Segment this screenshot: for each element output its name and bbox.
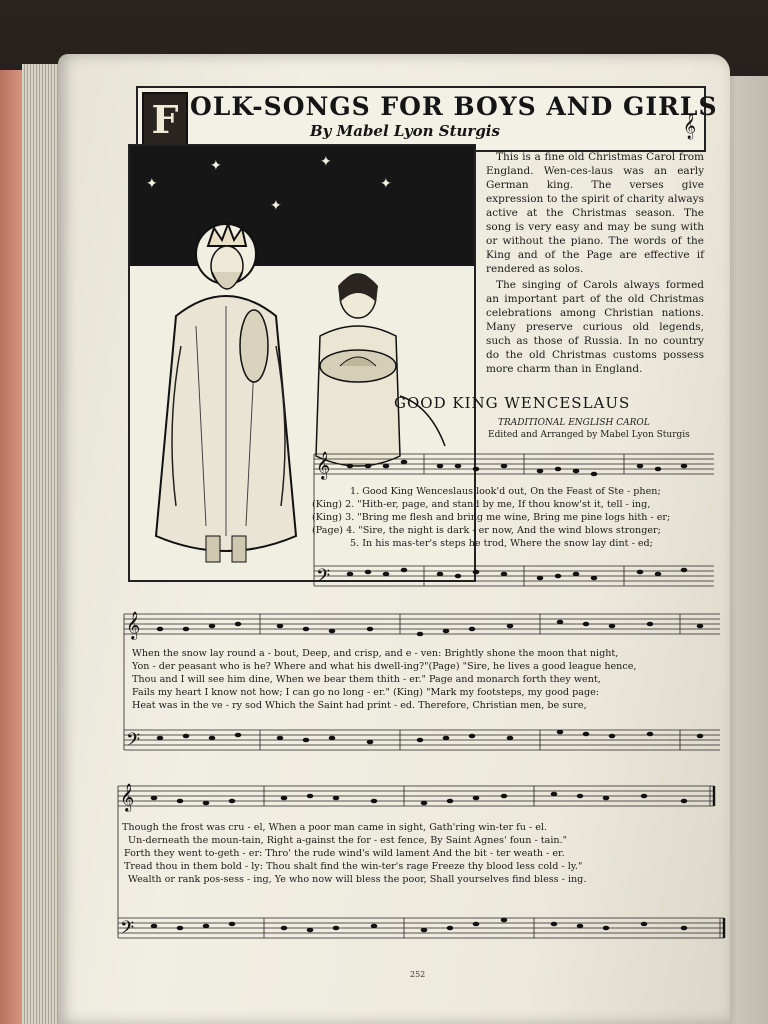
page-title: OLK-SONGS FOR BOYS AND GIRLS: [190, 92, 718, 121]
song-source: TRADITIONAL ENGLISH CAROL: [498, 418, 650, 428]
lyric-line: Forth they went to-geth - er: Thro' the rude wind's wild lament And the bit - ter weath - er.: [124, 848, 565, 859]
song-title: GOOD KING WENCESLAUS: [394, 394, 631, 412]
dropcap-letter: F: [142, 92, 188, 146]
svg-text:𝄞: 𝄞: [120, 783, 135, 811]
lyric-line: Thou and I will see him dine, When we bear them thith - er." Page and monarch forth they went,: [132, 674, 601, 685]
lyric-line: Un-derneath the moun-tain, Right a-gainst the for - est fence, By Saint Agnes' foun - tain.": [128, 835, 568, 846]
lyric-line: Heat was in the ve - ry sod Which the Saint had print - ed. Therefore, Christian men, be sure,: [132, 700, 587, 711]
intro-text: [486, 150, 704, 378]
lyric-line: Yon - der peasant who is he? Where and what his dwell-ing?"(Page) "Sire, he lives a good league hence,: [132, 661, 637, 672]
book-page: [58, 54, 730, 1024]
star-icon: ✦: [320, 154, 332, 170]
lyric-line: (King) 2. "Hith-er, page, and stand by me, If thou know'st it, tell - ing,: [312, 499, 651, 510]
svg-text:𝄞: 𝄞: [126, 611, 141, 639]
lyric-line: Tread thou in them bold - ly: Thou shalt find the win-ter's rage Freeze thy blood less cold - ly.": [124, 861, 583, 872]
svg-text:𝄞: 𝄞: [316, 451, 331, 479]
star-icon: ✦: [146, 176, 158, 192]
title-banner: [136, 86, 718, 152]
svg-text:𝄢: 𝄢: [120, 918, 135, 943]
staff-treble-2: [120, 606, 720, 766]
svg-text:𝄢: 𝄢: [316, 566, 331, 591]
intro-paragraph: This is a fine old Christmas Carol from England. Wen-ces-laus was an early German king. The verses give expression to the spirit of charity always active at the Christmas season. The song is very easy and may be sung with or without the piano. The words of the King and of the Page are effective if rendered as solos.: [486, 151, 704, 275]
lyric-line: (King) 3. "Bring me flesh and bring me wine, Bring me pine logs hith - er;: [312, 512, 671, 523]
lyric-line: (Page) 4. "Sire, the night is dark - er now, And the wind blows stronger;: [312, 525, 661, 536]
star-icon: ✦: [210, 158, 222, 174]
star-icon: ✦: [380, 176, 392, 192]
intro-paragraph: The singing of Carols always formed an important part of the old Christmas celebrations among Christian nations. Many preserve curious old legends, such as those of Russia. In no country do the old Christmas customs possess more charm than in England.: [486, 279, 704, 375]
music-system-3: [114, 778, 726, 958]
treble-ornament-icon: 𝄞: [682, 114, 696, 139]
lyric-line: Wealth or rank pos-sess - ing, Ye who now will bless the poor, Shall yourselves find bless - ing.: [128, 874, 587, 885]
music-system-1: [304, 446, 714, 606]
lyric-line: Fails my heart I know not how; I can go no long - er." (King) "Mark my footsteps, my good page:: [132, 687, 600, 698]
svg-text:𝄢: 𝄢: [126, 730, 141, 755]
music-system-2: [120, 606, 720, 766]
song-arranger: Edited and Arranged by Mabel Lyon Sturgis: [488, 430, 690, 440]
lyric-line: 5. In his mas-ter's steps he trod, Where the snow lay dint - ed;: [350, 538, 653, 549]
author-byline: By Mabel Lyon Sturgis: [310, 122, 500, 140]
lyric-line: When the snow lay round a - bout, Deep, and crisp, and e - ven: Brightly shone the moon that night,: [132, 648, 619, 659]
lyric-line: 1. Good King Wenceslaus look'd out, On the Feast of Ste - phen;: [350, 486, 661, 497]
page-number: 252: [410, 970, 426, 979]
star-icon: ✦: [270, 198, 282, 214]
lyric-line: Though the frost was cru - el, When a poor man came in sight, Gath'ring win-ter fu - el.: [122, 822, 548, 833]
